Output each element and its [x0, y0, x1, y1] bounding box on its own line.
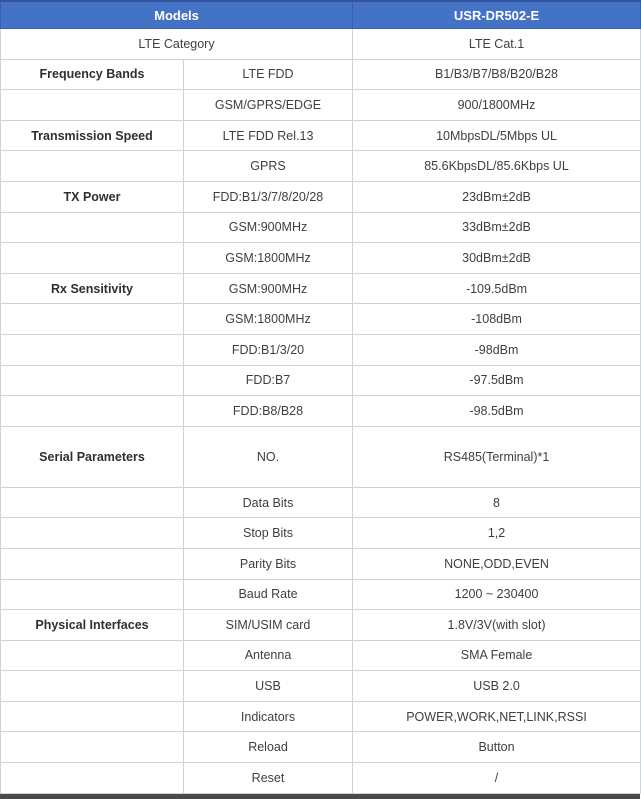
value-cell: SMA Female: [353, 640, 641, 671]
spec-row: [1, 701, 641, 732]
spec-row: [1, 334, 641, 365]
spec-table-body: [1, 29, 641, 794]
param-cell: USB: [184, 671, 353, 702]
param-cell: GSM:1800MHz: [184, 243, 353, 274]
category-cell: [1, 487, 184, 518]
param-cell: FDD:B7: [184, 365, 353, 396]
category-cell: [1, 640, 184, 671]
category-cell: Physical Interfaces: [1, 610, 184, 641]
model-name-header-cell: USR-DR502-E: [353, 1, 641, 29]
value-cell: -108dBm: [353, 304, 641, 335]
category-cell: Rx Sensitivity: [1, 273, 184, 304]
value-cell: 900/1800MHz: [353, 90, 641, 121]
spec-row: [1, 273, 641, 304]
param-cell: NO.: [184, 426, 353, 487]
value-cell: LTE Cat.1: [353, 29, 641, 60]
category-cell: [1, 579, 184, 610]
category-cell: [1, 763, 184, 794]
value-cell: -109.5dBm: [353, 273, 641, 304]
category-cell: [1, 151, 184, 182]
param-cell: Antenna: [184, 640, 353, 671]
spec-row: [1, 212, 641, 243]
param-cell: Baud Rate: [184, 579, 353, 610]
spec-row: [1, 120, 641, 151]
value-cell: 30dBm±2dB: [353, 243, 641, 274]
spec-row: [1, 518, 641, 549]
category-cell: [1, 90, 184, 121]
param-cell: SIM/USIM card: [184, 610, 353, 641]
value-cell: -98.5dBm: [353, 396, 641, 427]
param-cell: Stop Bits: [184, 518, 353, 549]
table-header-row: [1, 1, 641, 29]
category-cell: Serial Parameters: [1, 426, 184, 487]
param-cell: FDD:B1/3/20: [184, 334, 353, 365]
spec-row: [1, 243, 641, 274]
category-cell: [1, 243, 184, 274]
param-cell: GSM/GPRS/EDGE: [184, 90, 353, 121]
param-cell: GPRS: [184, 151, 353, 182]
category-cell: [1, 671, 184, 702]
category-cell: [1, 334, 184, 365]
category-cell: [1, 304, 184, 335]
category-cell: [1, 518, 184, 549]
value-cell: 1,2: [353, 518, 641, 549]
param-cell: GSM:1800MHz: [184, 304, 353, 335]
category-cell: TX Power: [1, 181, 184, 212]
spec-row: [1, 732, 641, 763]
value-cell: 33dBm±2dB: [353, 212, 641, 243]
param-cell: Reset: [184, 763, 353, 794]
param-cell: Data Bits: [184, 487, 353, 518]
param-cell: LTE FDD Rel.13: [184, 120, 353, 151]
value-cell: 23dBm±2dB: [353, 181, 641, 212]
value-cell: -98dBm: [353, 334, 641, 365]
param-cell: GSM:900MHz: [184, 212, 353, 243]
value-cell: Button: [353, 732, 641, 763]
category-cell: [1, 548, 184, 579]
category-cell: [1, 732, 184, 763]
param-cell: LTE FDD: [184, 59, 353, 90]
spec-row: [1, 181, 641, 212]
category-cell: [1, 701, 184, 732]
models-header-cell: Models: [1, 1, 353, 29]
param-cell: Reload: [184, 732, 353, 763]
spec-row: [1, 426, 641, 487]
param-cell: Parity Bits: [184, 548, 353, 579]
spec-row: [1, 304, 641, 335]
param-cell: LTE Category: [1, 29, 353, 60]
spec-row: [1, 579, 641, 610]
param-cell: GSM:900MHz: [184, 273, 353, 304]
category-cell: Transmission Speed: [1, 120, 184, 151]
category-cell: Frequency Bands: [1, 59, 184, 90]
spec-row: [1, 29, 641, 60]
bottom-border-bar: [0, 794, 640, 799]
param-cell: FDD:B1/3/7/8/20/28: [184, 181, 353, 212]
param-cell: Indicators: [184, 701, 353, 732]
value-cell: NONE,ODD,EVEN: [353, 548, 641, 579]
category-cell: [1, 396, 184, 427]
spec-row: [1, 59, 641, 90]
spec-row: [1, 763, 641, 794]
value-cell: 85.6KbpsDL/85.6Kbps UL: [353, 151, 641, 182]
value-cell: -97.5dBm: [353, 365, 641, 396]
category-cell: [1, 365, 184, 396]
category-cell: [1, 212, 184, 243]
value-cell: 8: [353, 487, 641, 518]
spec-row: [1, 487, 641, 518]
value-cell: 10MbpsDL/5Mbps UL: [353, 120, 641, 151]
value-cell: /: [353, 763, 641, 794]
spec-row: [1, 151, 641, 182]
spec-row: [1, 548, 641, 579]
value-cell: POWER,WORK,NET,LINK,RSSI: [353, 701, 641, 732]
value-cell: 1.8V/3V(with slot): [353, 610, 641, 641]
value-cell: B1/B3/B7/B8/B20/B28: [353, 59, 641, 90]
value-cell: 1200 ~ 230400: [353, 579, 641, 610]
param-cell: FDD:B8/B28: [184, 396, 353, 427]
spec-row: [1, 396, 641, 427]
value-cell: RS485(Terminal)*1: [353, 426, 641, 487]
spec-row: [1, 90, 641, 121]
spec-row: [1, 640, 641, 671]
value-cell: USB 2.0: [353, 671, 641, 702]
spec-row: [1, 610, 641, 641]
spec-row: [1, 671, 641, 702]
spec-row: [1, 365, 641, 396]
